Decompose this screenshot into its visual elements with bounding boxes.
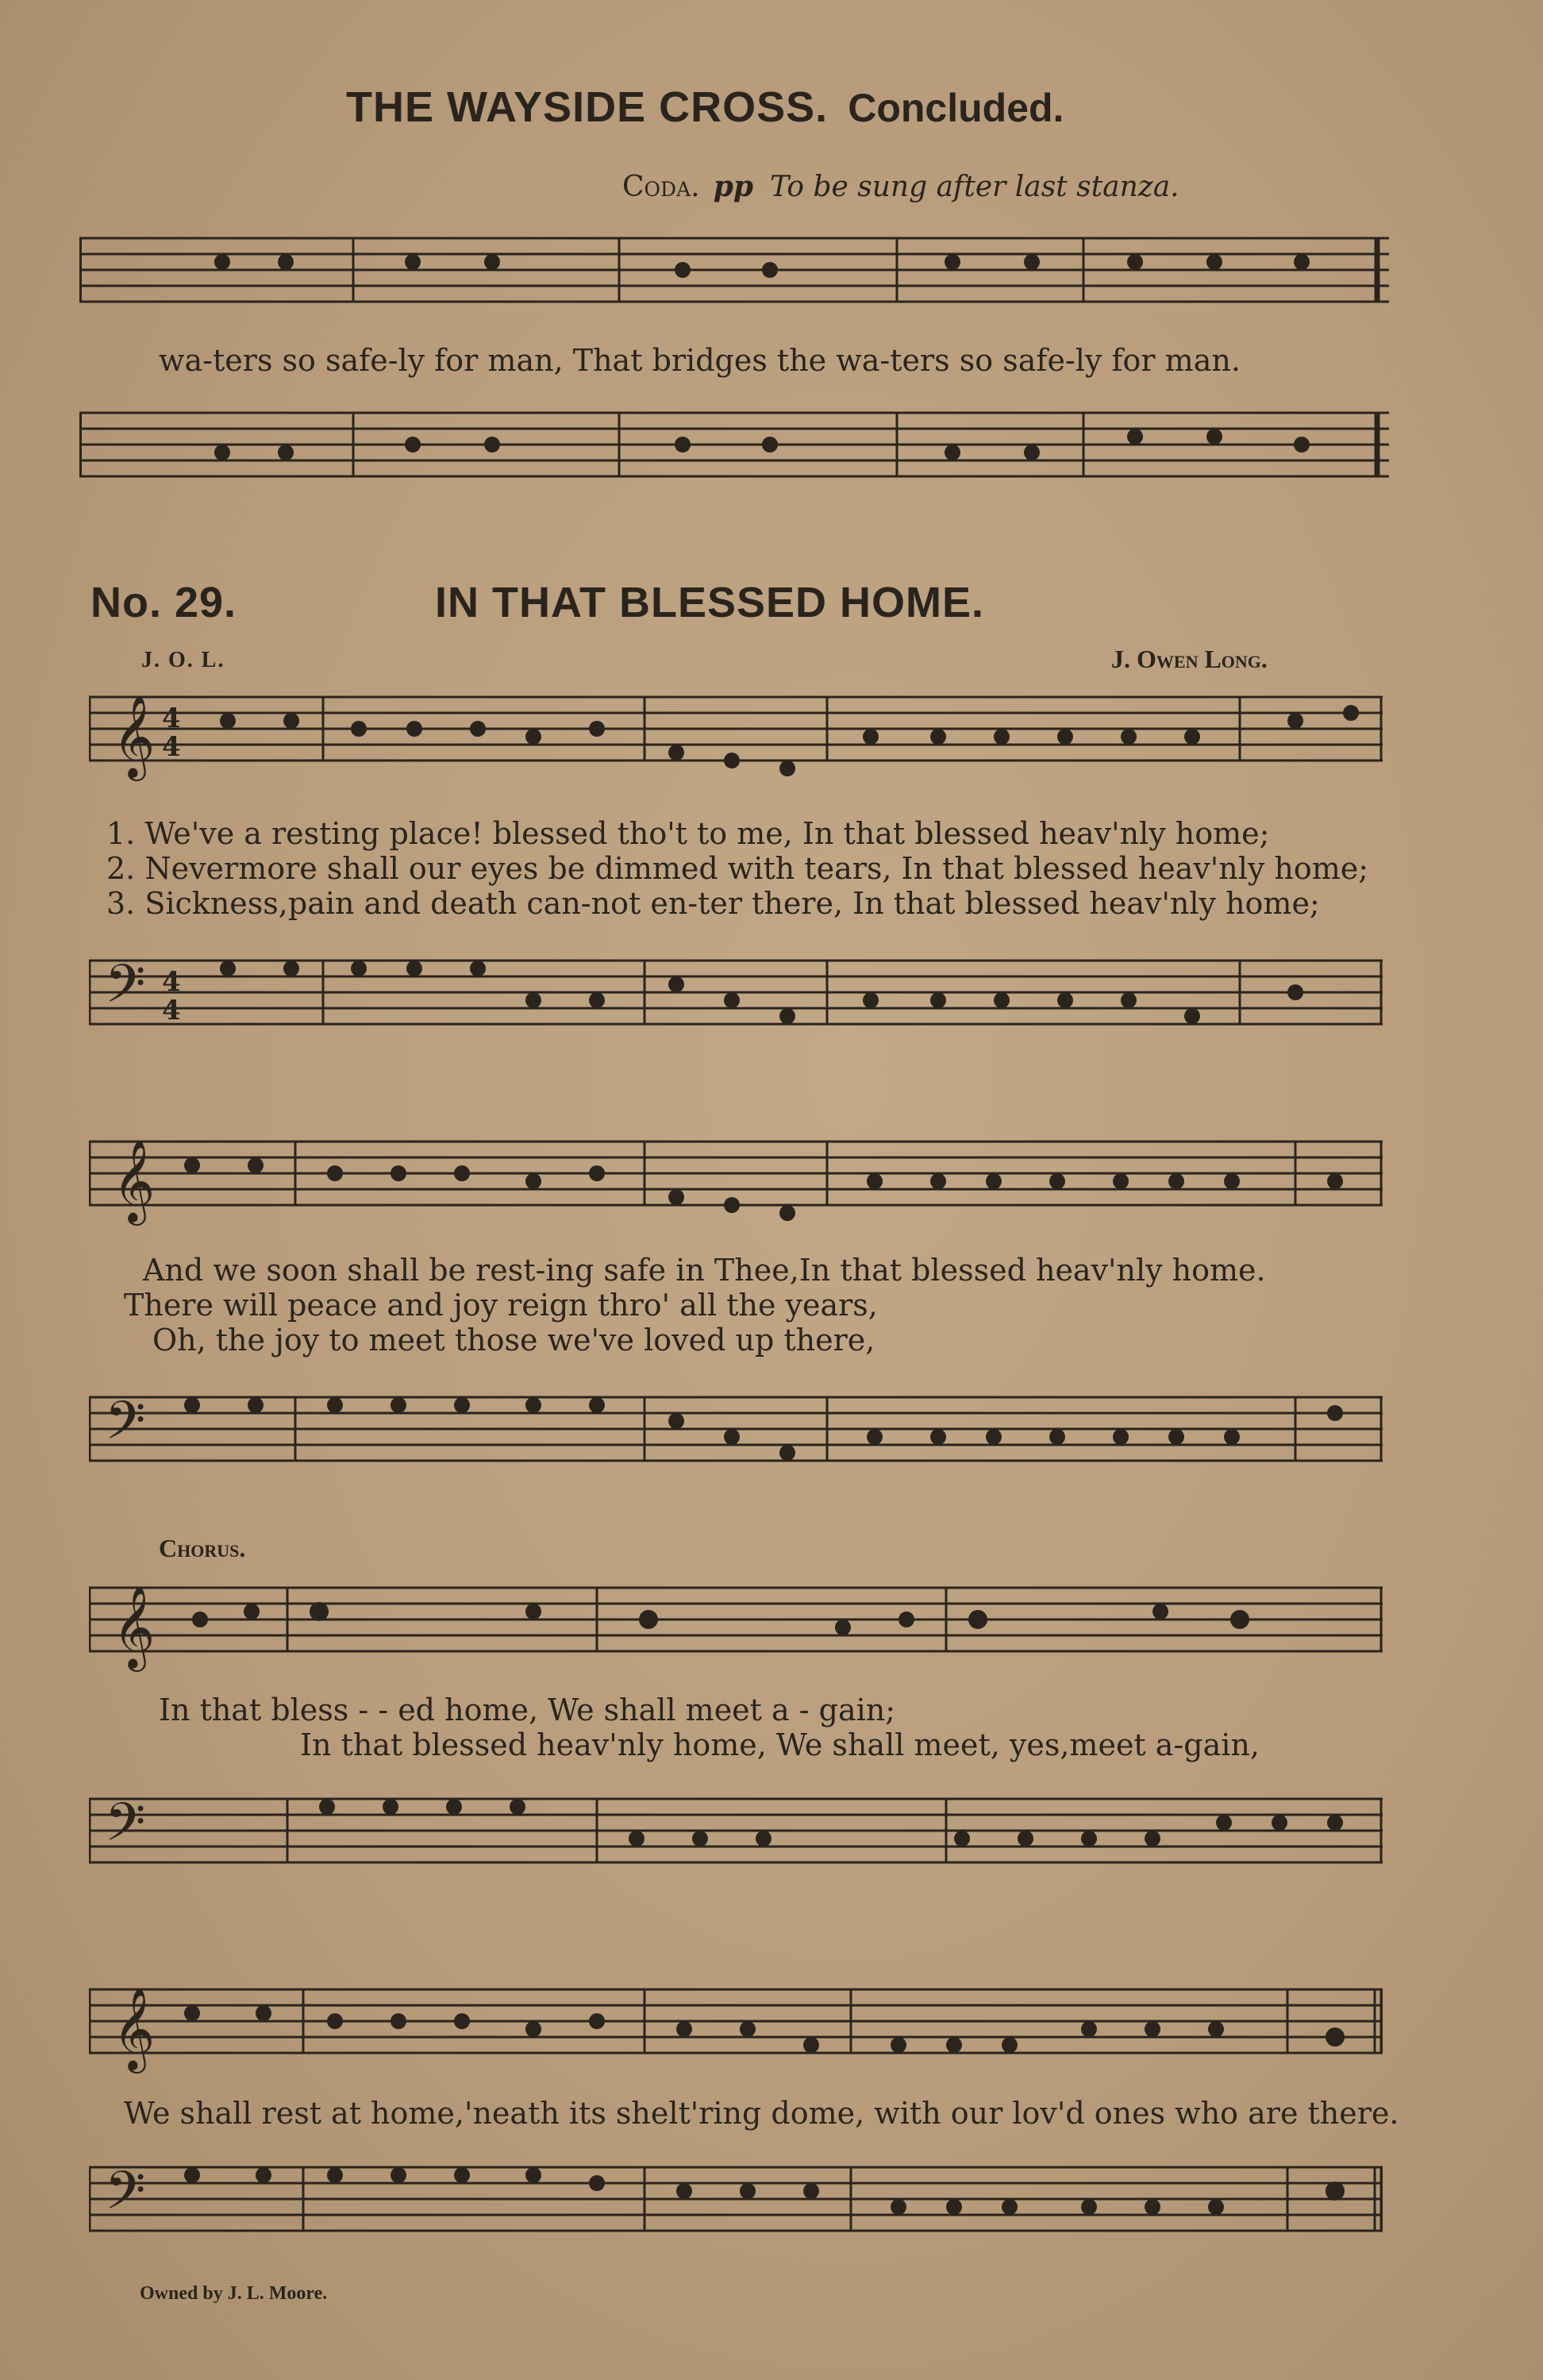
stanza2-line2: There will peace and joy reign thro' all the years, — [124, 1288, 878, 1323]
coda-bass-staff — [79, 405, 1389, 500]
owner-notice: Owned by J. L. Moore. — [140, 2283, 328, 2304]
svg-text:𝄢: 𝄢 — [105, 1390, 146, 1464]
svg-text:𝄞: 𝄞 — [113, 1139, 156, 1223]
svg-text:4: 4 — [162, 995, 181, 1026]
coda-instruction: To be sung after last stanza. — [770, 171, 1179, 203]
hymn-number: No. 29. — [90, 579, 237, 626]
stanza1-line1: 1. We've a resting place! blessed tho't to me, In that blessed heav'nly home; — [106, 816, 1270, 851]
chorus-bass-staff — [89, 1791, 1383, 1886]
coda-treble-staff — [79, 230, 1389, 325]
chorus-line1-lower: In that blessed heav'nly home, We shall meet, yes,meet a-gain, — [300, 1727, 1260, 1762]
coda-label: Coda. — [622, 171, 700, 203]
stanza3-line1: 3. Sickness,pain and death can-not en-ter there, In that blessed heav'nly home; — [106, 886, 1320, 921]
svg-text:4: 4 — [162, 703, 181, 734]
stanza1-line2: And we soon shall be rest-ing safe in Thee,In that blessed heav'nly home. — [143, 1253, 1266, 1288]
coda-dynamic: pp — [713, 170, 754, 203]
stanza3-line2: Oh, the joy to meet those we've loved up there, — [152, 1323, 875, 1358]
svg-text:𝄢: 𝄢 — [105, 1792, 146, 1866]
system1-treble-staff — [89, 689, 1383, 784]
chorus-label: Chorus. — [159, 1534, 246, 1562]
chorus-line1-upper: In that bless - - ed home, We shall meet a - gain; — [159, 1693, 896, 1727]
coda-header — [622, 170, 1179, 203]
words-credit: J. O. L. — [141, 648, 225, 672]
system1-bass-staff — [89, 953, 1383, 1048]
coda-lyric: wa-ters so safe-ly for man, That bridges the wa-ters so safe-ly for man. — [159, 343, 1241, 378]
system2-bass-staff — [89, 1389, 1383, 1485]
svg-text:4: 4 — [162, 731, 181, 763]
stanza2-line1: 2. Nevermore shall our eyes be dimmed with tears, In that blessed heav'nly home; — [106, 851, 1369, 886]
svg-text:𝄢: 𝄢 — [105, 2160, 146, 2234]
chorus-line2: We shall rest at home,'neath its shelt'ring dome, with our lov'd ones who are there. — [124, 2096, 1399, 2131]
svg-text:𝄞: 𝄞 — [113, 1987, 156, 2070]
final-treble-staff — [89, 1981, 1383, 2077]
prev-hymn-title — [346, 83, 1064, 132]
music-credit: J. Owen Long. — [1111, 645, 1268, 673]
svg-text:𝄢: 𝄢 — [105, 953, 146, 1027]
chorus-treble-staff — [89, 1580, 1383, 1675]
svg-text:𝄞: 𝄞 — [113, 695, 156, 778]
svg-text:𝄞: 𝄞 — [113, 1585, 156, 1669]
prev-hymn-title-text: THE WAYSIDE CROSS. — [346, 83, 829, 131]
svg-text:4: 4 — [162, 966, 181, 998]
final-bass-staff — [89, 2159, 1383, 2255]
prev-hymn-title-suffix: Concluded. — [848, 86, 1064, 130]
hymn-title: IN THAT BLESSED HOME. — [435, 579, 985, 626]
system2-treble-staff — [89, 1134, 1383, 1229]
